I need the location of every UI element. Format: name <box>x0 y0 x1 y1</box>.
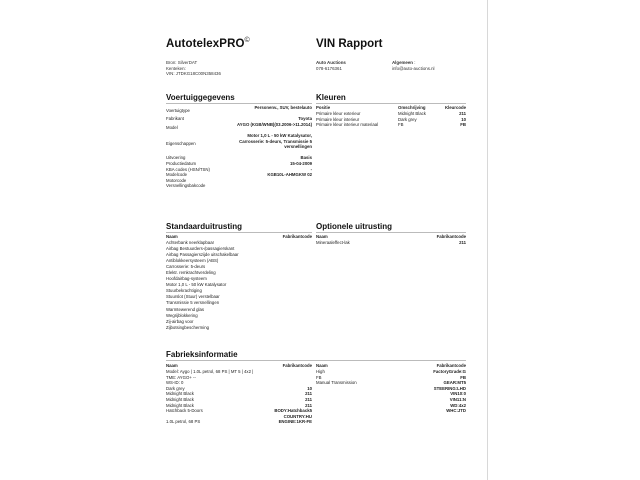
colors-head-desc: Omschrijving <box>398 105 426 110</box>
vehicle-row-value: Motor 1,0 L - 50 kW Katalysator, Carrosserie: 5-deurs, Transmissie 5 versnellingen <box>239 133 312 150</box>
factory-left-name: Hatchback 5-Doors <box>166 408 203 414</box>
color-row-code: 10 <box>461 116 466 122</box>
optional-row-code: 211 <box>459 240 466 245</box>
factory-left-name: WS-ID: 0 <box>166 380 184 386</box>
standard-divider <box>166 232 312 233</box>
factory-right-code: GEAR:MT5 <box>443 380 466 386</box>
standard-item: Hoofdairbag-systeem <box>166 276 207 282</box>
factory-right-head-name: Naam <box>316 363 328 368</box>
factory-right-name: Manual Transmission <box>316 380 357 386</box>
report-page <box>152 0 488 480</box>
factory-right-code: WD:4x2 <box>450 402 466 408</box>
vehicle-row-label: Fabrikant <box>166 116 184 122</box>
standard-item: Airbag Bestuurders-/passagierskant <box>166 246 235 252</box>
vehicle-row-label: Eigenschappen <box>166 141 196 147</box>
color-row-position: Primaire kleur interieur <box>316 116 360 122</box>
factory-right-code: STEERING:LHD <box>433 385 466 391</box>
factory-right-code: FB <box>460 374 466 380</box>
color-row-position: Primaire kleur interieur materiaal <box>316 122 379 128</box>
factory-right-code: FactoryGrade:G <box>433 369 466 374</box>
factory-right-code: VIN10:0 <box>450 391 466 397</box>
factory-divider <box>166 360 466 361</box>
standard-item: Wegrijblokkering <box>166 312 198 318</box>
optional-head-name: Naam <box>316 234 328 239</box>
color-row-desc: Midnight Black <box>398 111 426 116</box>
vehicle-divider <box>166 103 312 104</box>
standard-item: Zijbotsingbescherming <box>166 324 209 330</box>
standard-item: Carrosserie: 5-deurs <box>166 264 206 270</box>
standard-list <box>166 240 239 331</box>
factory-left-code: 211 <box>305 402 312 408</box>
contact-general: Algemeen : info@auto-auctions.nl <box>392 60 435 71</box>
report-title: VIN Rapport <box>316 38 383 50</box>
standard-item: Elektr. remkrachtverdeling <box>166 270 216 276</box>
factory-left-code: 211 <box>305 397 312 402</box>
standard-item: Stuurbekrachtiging <box>166 288 202 294</box>
standard-head-name: Naam <box>166 234 178 239</box>
factory-left-head-code: Fabrikantcode <box>282 363 312 368</box>
contact-company: Auto Auctions 078-6176361 <box>316 60 346 71</box>
factory-section-title: Fabrieksinformatie <box>166 350 238 359</box>
colors-head-position: Positie <box>316 105 331 110</box>
colors-section-title: Kleuren <box>316 93 346 102</box>
colors-head-code: Kleurcode <box>444 105 466 110</box>
color-row-code: FB <box>460 122 466 128</box>
standard-item: Achterbank neerklapbaar <box>166 240 215 245</box>
standard-item: Airbag Passagierszijde uitschakelbaar <box>166 252 239 258</box>
factory-right-code: WHC:JTD <box>446 408 466 414</box>
colors-divider <box>316 103 466 104</box>
color-row-desc: FB <box>398 122 404 128</box>
vehicle-row-label: Modelcode <box>166 172 188 178</box>
standard-item: Stuurslot (Stuur) verstelbaar <box>166 294 220 300</box>
standard-item: Zij-airbag voor <box>166 318 194 324</box>
vehicle-row-value: Toyota <box>298 116 312 122</box>
optional-head-code: Fabrikantcode <box>436 234 466 239</box>
factory-left-name: 1.0L petrol, 68 PS <box>166 419 201 425</box>
standard-item: Motor 1,0 L - 50 kW Katalysator <box>166 282 227 288</box>
vehicle-row-value: AYGO (KGB/WNB)(03.2006->11.2014) <box>237 121 312 127</box>
factory-left-code: COUNTRY:HU <box>283 413 312 419</box>
standard-head-code: Fabrikantcode <box>282 234 312 239</box>
vehicle-row-value: 15-04-2009 <box>290 161 312 166</box>
vehicle-row-value: Personenv., SUV, bestelauto <box>254 105 312 110</box>
brand-title: AutotelexPRO© <box>166 37 250 50</box>
factory-left-head-name: Naam <box>166 363 178 368</box>
factory-left-code: 10 <box>307 385 312 391</box>
factory-left-name: Midnight Black <box>166 397 194 402</box>
vehicle-row-value: - <box>310 166 312 172</box>
vehicle-row-label: Model <box>166 124 178 130</box>
factory-left-name: Midnight Black <box>166 391 194 397</box>
factory-left-code: 211 <box>305 391 312 397</box>
copyright-mark: © <box>244 37 250 44</box>
color-row-desc: Dark grey <box>398 116 417 122</box>
color-row-position: Primaire kleur exterieur <box>316 111 361 116</box>
vehicle-row-label: Uitvoering <box>166 155 186 161</box>
vehicle-row-label: Versnellingsbakcode <box>166 183 206 189</box>
vehicle-row-value: Basis <box>300 155 312 161</box>
vehicle-section-title: Voertuiggegevens <box>166 93 235 102</box>
source-info: Bron: SilverDAT Kenteken: VIN: JTDKG18C00N358436 <box>166 60 221 77</box>
optional-row-name: Mineraaleffect-lak <box>316 240 350 245</box>
factory-right-code: VIN11:N <box>449 397 466 402</box>
standard-item: Transmissie 5 versnellingen <box>166 300 220 306</box>
factory-left-name: Midnight Black <box>166 402 194 408</box>
optional-section-title: Optionele uitrusting <box>316 222 392 231</box>
vehicle-row-value: KGB10L-AHMGKW 02 <box>267 172 312 178</box>
standard-item: Warmtewerend glas <box>166 306 205 312</box>
color-row-code: 211 <box>459 111 466 116</box>
factory-right-head-code: Fabrikantcode <box>436 363 466 368</box>
factory-left-name: Model: Aygo | 1.0L petrol, 68 PS | MT 5 | 4x2 | TME: AYGO+ -- <box>166 369 254 380</box>
optional-divider <box>316 232 466 233</box>
vehicle-row-label: Motorcode <box>166 177 187 183</box>
vehicle-row-label: Voertuigtype <box>166 107 190 113</box>
vehicle-row-label: KBA codes (HSN/TSN) <box>166 166 210 172</box>
factory-left-code: ENGINE:1KR-FE <box>278 419 312 425</box>
standard-section-title: Standaarduitrusting <box>166 222 243 231</box>
factory-left-code: BODY:Hatchback5 <box>274 408 312 414</box>
factory-right-name: FB <box>316 374 322 380</box>
standard-item: Antiblokkeersysteem (ABS) <box>166 258 219 264</box>
vehicle-row-label: Productiedatum <box>166 161 197 166</box>
factory-right-name: High <box>316 369 325 374</box>
factory-left-name: Dark grey <box>166 385 185 391</box>
